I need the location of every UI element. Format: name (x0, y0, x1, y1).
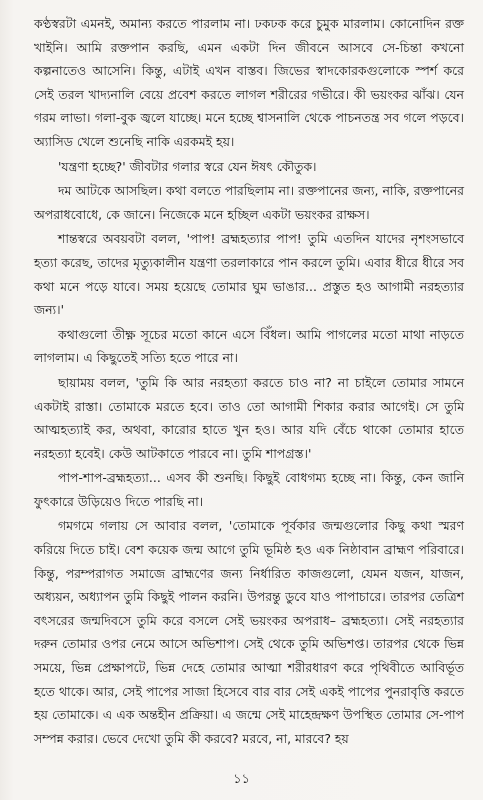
paragraph-3: দম আটকে আসছিল। কথা বলতে পারছিলাম না। রক্তপানের জন্য, নাকি, রক্তপানের অপরাধবোধে, কে জানে। নিজেকে মনে হচ্ছিল একটা ভয়ংকর রাক্ষস। (34, 183, 464, 222)
paragraph-4: শান্তস্বরে অবয়বটা বলল, 'পাপ! ব্রহ্মহত্যার পাপ! তুমি এতদিন যাদের নৃশংসভাবে হত্যা করেছ, তাদের মৃত্যুকালীন যন্ত্রণা তরলাকারে পান করলে তুমি। এবার ধীরে ধীরে সব কথা মনে পড়ে যাবে। সময় হয়েছে তোমার ঘুম ভাঙার... প্রস্তুত হও আগামী নরহত্যার জন্য।' (34, 231, 464, 318)
body-text (34, 12, 464, 751)
paragraph-5: কথাগুলো তীক্ষ্ণ সূচের মতো কানে এসে বিঁধল। আমি পাগলের মতো মাথা নাড়তে লাগলাম। এ কিছুতেই সত্যি হতে পারে না। (34, 326, 464, 366)
paragraph-8: গমগমে গলায় সে আবার বলল, 'তোমাকে পূর্বকার জন্মগুলোর কিছু কথা স্মরণ করিয়ে দিতে চাই। বেশ কয়েক জন্ম আগে তুমি ভূমিষ্ঠ হও এক নিষ্ঠাবান ব্রাহ্মণ পরিবারে। কিন্তু, পরম্পরাগত সমাজে ব্রাহ্মণের জন্য নির্ধারিত কাজগুলো, যেমন যজন, যাজন, অধ্যয়ন, অধ্যাপন তুমি কিছুই পালন করনি। উপরন্তু ডুবে যাও পাপাচারে। তারপর তেত্রিশ বৎসরের জন্মদিবসে তুমি করে বসলে সেই ভয়ংকর অপরাধ– ব্রহ্মহত্যা। সেই নরহত্যার দরুন তোমার ওপর নেমে আসে অভিশাপ। সেই থেকে তুমি অভিশপ্ত। তারপর থেকে ভিন্ন সময়ে, ভিন্ন প্রেক্ষাপটে, ভিন্ন দেহে তোমার আত্মা শরীরধারণ করে পৃথিবীতে আবির্ভূত হতে থাকে। আর, সেই পাপের সাজা হিসেবে বার বার সেই একই পাপের পুনরাবৃত্তি করতে হয় তোমাকে। এ এক অন্তহীন প্রক্রিয়া। এ জন্মে সেই মাহেন্দ্রক্ষণ উপস্থিত তোমার সে-পাপ সম্পন্ন করার। ভেবে দেখো তুমি কী করবে? মরবে, না, মারবে? হয় (34, 518, 464, 746)
paragraph-2: 'যন্ত্রণা হচ্ছে?' জীবটার গলার স্বরে যেন ঈষৎ কৌতুক। (58, 158, 317, 174)
paragraph-7: পাপ-শাপ-ব্রহ্মহত্যা... এসব কী শুনছি। কিছুই বোধগম্য হচ্ছে না। কিন্তু, কেন জানি ফুৎকারে উড়িয়েও দিতে পারছি না। (34, 470, 464, 509)
paragraph-1: কণ্ঠস্বরটা এমনই, অমান্য করতে পারলাম না। ঢকঢক করে চুমুক মারলাম। কোনোদিন রক্ত খাইনি। আমি রক্তপান করছি, এমন একটা দিন জীবনে আসবে সে-চিন্তা কখনো কল্পনাতেও আসেনি। কিন্তু, এটাই এখন বাস্তব। জিভের স্বাদকোরকগুলোকে স্পর্শ করে সেই তরল খাদ্যনালি বেয়ে প্রবেশ করতে লাগল শরীরের গভীরে। কী ভয়ংকর ঝাঁঝ। যেন গরম লাভা। গলা-বুক জ্বলে যাচ্ছে। মনে হচ্ছে শ্বাসনালি থেকে পাচনতন্ত্র সব গলে পড়বে। অ্যাসিড খেলে শুনেছি নাকি এরকমই হয়। (34, 16, 464, 149)
paragraph-6: ছায়াময় বলল, 'তুমি কি আর নরহত্যা করতে চাও না? না চাইলে তোমার সামনে একটাই রাস্তা। তোমাকে মরতে হবে। তাও তো আগামী শিকার করার আগেই। সে তুমি আত্মহত্যাই কর, অথবা, কারোর হাতে খুন হও। আর যদি বেঁচে থাকো তোমার হাতে নরহত্যা হবেই। কেউ আটকাতে পারবে না। তুমি শাপগ্রস্ত।' (34, 374, 464, 461)
page-number: ১১ (233, 772, 250, 787)
